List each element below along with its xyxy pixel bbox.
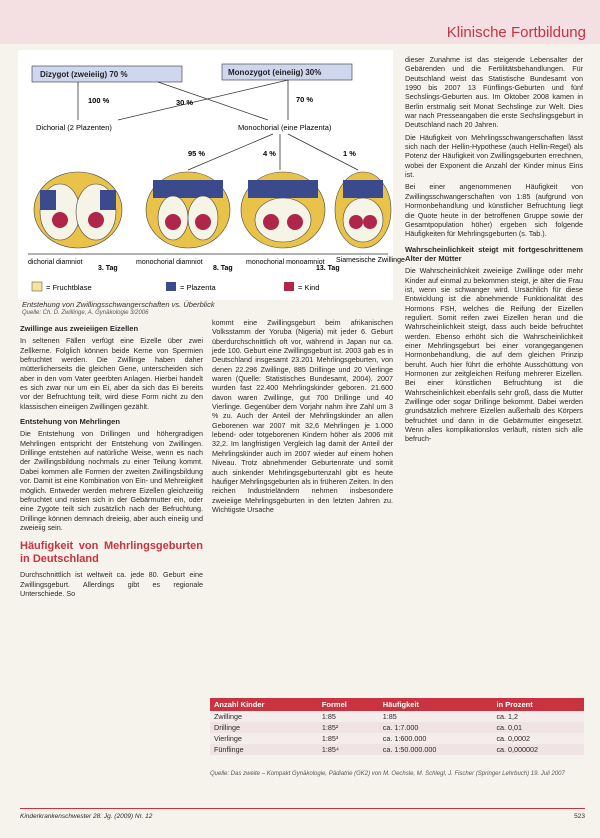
pct-95: 95 %	[188, 149, 206, 158]
monochorial-diamniot-diagram	[146, 172, 230, 248]
legend-swatch-plazenta	[166, 282, 176, 291]
table-cell: Vierlinge	[210, 733, 318, 744]
pct-70: 70 %	[296, 95, 314, 104]
monochorial-label: Monochorial (eine Plazenta)	[238, 123, 332, 132]
table-cell: ca. 0,000002	[492, 744, 584, 755]
table-row	[210, 744, 584, 755]
paragraph: kommt eine Zwillingsgeburt beim afrikanischen Volksstamm der Yoruba (Nigeria) mit jeder 6. Geburt überdurchschnittlich oft vor, während in Japan nur ca. jede 100. Geburt eine Zwillingsgeburt ist. 2003 gab es in Deutschland insgesamt 23.201 Mehrlingsgeburten, von denen 22.296 Zwillinge, 885 Drillinge und 20 Vierlinge waren (Quelle: Statistisches Bundesamt, 2004). 2007 wurden fast 22.400 Mehrlingskinder geboren. 21.600 davon waren Zwillinge, gut 700 Drillinge und 40 Vierlinge. Gegenüber dem Vorjahr nahm ihre Zahl um 3 % zu. Auch der Anteil der Mehrlingskinder an allen Geborenen war 2007 mit 32,6 Mehrlingen je 1.000 lebend- oder totgeborenen Kindern höher als 2006 mit 32,2. Im langfristigen Vergleich lag damit der Anteil der Mehrlingskinder auch im 2007 wieder auf einem hohen Niveau. Trotz abnehmender Geburtenrate und somit auch sinkender Mehrlingsgeburtenzahl gibt es heute häufiger Mehrlingsgeburten als in früheren Zeiten. In den reichen Industrieländern nehmen insbesondere zweieiige Mehrlingsgeburten in den letzten Jahren zu. Wichtigste Ursache	[212, 318, 393, 514]
table-cell: Fünflinge	[210, 744, 318, 755]
pct-30: 30 %	[176, 98, 194, 107]
dichorial-diamniot-diagram	[34, 172, 122, 248]
table-row	[210, 722, 584, 733]
legend-fruchtblase: = Fruchtblase	[46, 283, 92, 292]
twin-formation-figure	[18, 50, 405, 300]
dichorial-label: Dichorial (2 Plazenten)	[36, 123, 112, 132]
figure-source: Quelle: Ch. D. Zwillinge, A. Gynäkologie 3/2006	[22, 310, 149, 316]
pct-1: 1 %	[343, 149, 356, 158]
page-number: 523	[574, 813, 585, 820]
page-header	[0, 0, 600, 50]
column-2	[212, 318, 393, 517]
table-cell: ca. 1,2	[492, 711, 584, 722]
legend-plazenta: = Plazenta	[180, 283, 216, 292]
label-day-13: 13. Tag	[316, 265, 340, 272]
label-siamese: Siamesische Zwillinge	[336, 257, 405, 264]
table-cell: ca. 1:600.000	[379, 733, 493, 744]
pct-4: 4 %	[263, 149, 276, 158]
monochorial-monoamniot-diagram	[241, 172, 325, 248]
legend-swatch-kind	[284, 282, 294, 291]
dizygot-label: Dizygot (zweieiig) 70 %	[40, 70, 128, 79]
figure-caption: Entstehung von Zwillingsschwangerschaften vs. Überblick	[22, 300, 215, 309]
paragraph: Bei einer angenommenen Häufigkeit von Zwillingsschwangerschaften von 1:85 (aufgrund von Hormonbehandlung und künstlicher Befruchtung liegt die Quote heute in der betroffenen Gruppe sowie der Gesamtpopulation höher) ergeben sich folgende Häufigkeiten für Mehrlingsgeburten (s. Tab.).	[405, 182, 583, 239]
paragraph: Die Entstehung von Drillingen und höhergradigen Mehrlingen entspricht der Entstehung von Zwillingen. Drillinge entstehen auf natürliche Weise, wenn es nach der Zwillingsbildung nochmals zu einer Teilung kommt. Dabei kommen alle Formen der zweiten Zwillingsbildung vor. Damit ist eine Kombination von Ein- und Mehreiigkeit möglich. Entweder werden mehrere Eizellen gleichzeitig befruchtet und nisten sich in der Gebärmutter ein, oder eine Zygote teilt sich zusätzlich nach der Befruchtung. Drillinge können demnach dreieiig, aber auch eineiig und zweieiig sein.	[20, 429, 203, 532]
table-cell: 1:85³	[318, 733, 379, 744]
page-footer	[20, 808, 585, 825]
paragraph: Die Wahrscheinlichkeit zweieiige Zwillinge oder mehr Kinder auf einmal zu bekommen steigt, je älter die Frau ist, wenn sie schwanger wird. Ursächlich für diese Entwicklung ist die abnehmende Funktionalität des Hormons FSH, welches die Reifung der Eizellen reguliert. Somit reifen zwei Eizellen heran und die Wahrscheinlichkeit steigt, dass auch beide befruchtet werden. Ebenso erhöht sich die Wahrscheinlichkeit einer Mehrlingsgeburt bei einer vorangegangenen Hormonbehandlung, die auf dem gleichen Prinzip beruht. Auch hier führt die erhöhte Ausschüttung von Hormonen zur zeitgleichen Reifung mehrerer Eizellen. Bei einer künstlichen Befruchtung ist die Wahrscheinlichkeit ebenfalls sehr groß, dass die Mutter Zwillinge oder sogar Drillinge bekommt. Dabei werden grundsätzlich mehrere Eizellen außerhalb des Körpers befruchtet und dann in die Gebärmutter eingesetzt. Wenn alles komplikationslos verläuft, nisten sich alle befruch-	[405, 266, 583, 444]
table-cell: 1:85	[318, 711, 379, 722]
paragraph: In seltenen Fällen verfügt eine Eizelle über zwei Zellkerne. Folglich können beide Kerne von Spermien befruchtet werden. Die Zwillinge haben daher mütterlicherseits die gleichen Gene, unterscheiden sich aber in den vom Vater geerbten Anlagen. Hierbei handelt es sich zwar nur um ein Ei, aber da sich das Ei bereits vor der Befruchtung teilt, wird diese Form nicht zu den klassischen eineiigen Zwillingen gezählt.	[20, 336, 203, 411]
label-day-3: 3. Tag	[98, 265, 118, 272]
heading-mehrlinge: Entstehung von Mehrlingen	[20, 417, 120, 427]
column-3	[405, 55, 583, 447]
heading-wahrscheinlichkeit: Wahrscheinlichkeit steigt mit fortgeschrittenem Alter der Mütter	[405, 244, 583, 263]
table-header: Formel	[318, 698, 379, 711]
table-cell: ca. 1:50.000.000	[379, 744, 493, 755]
table-cell: 1:85²	[318, 722, 379, 733]
table-header: Häufigkeit	[379, 698, 493, 711]
twin-diagram	[18, 50, 405, 300]
headline-haeufigkeit: Häufigkeit von Mehrlingsgeburten in Deutschland	[20, 540, 203, 566]
heading-zweieiige: Zwillinge aus zweieiigen Eizellen	[20, 324, 139, 333]
siamese-twins-diagram	[335, 172, 391, 248]
table-cell: ca. 0,01	[492, 722, 584, 733]
table-cell: Drillinge	[210, 722, 318, 733]
arrow	[118, 80, 288, 120]
pct-100: 100 %	[88, 96, 110, 105]
section-title: Klinische Fortbildung	[446, 24, 586, 41]
column-1	[20, 318, 203, 601]
paragraph: Die Häufigkeit von Mehrlingsschwangerschaften lässt sich nach der Hellin-Hypothese (auch Hellin-Regel) als Potenz der Häufigkeit von Zwillingsgeburten errechnen, wobei der Exponent die Anzahl der Kinder minus Eins ist.	[405, 132, 583, 180]
arrow	[158, 82, 268, 120]
table-header: in Prozent	[492, 698, 584, 711]
table-source: Quelle: Das zweite – Kompakt Gynäkologie, Pädiatrie (GK2) von M. Oechsle, M. Schlegl, J. Fischer (Springer Lehrbuch) 19. Juli 2007	[210, 771, 565, 777]
table-cell: 1:85⁴	[318, 744, 379, 755]
table-cell: ca. 1:7.000	[379, 722, 493, 733]
label-monochorial-diamniot: monochorial diamniot	[136, 259, 203, 266]
table-cell: Zwillinge	[210, 711, 318, 722]
table-row	[210, 733, 584, 744]
label-dichorial-diamniot: dichorial diamniot	[28, 259, 83, 266]
table-cell: 1:85	[379, 711, 493, 722]
paragraph: dieser Zunahme ist das steigende Lebensalter der Gebärenden und die Fertilitätsbehandlungen. Für Deutschland weist das Statistische Bundesamt von 1990 bis 2007 13 Fünflings-Geburten und fünf Sechslings-Geburten aus. Im Oktober 2008 kamen in Berlin erstmalig seit Monat Sechslinge zur Welt. Dies war nach Presseangaben die erste Sechslingsgeburt in Deutschland nach 20 Jahren.	[405, 55, 583, 130]
journal-name: Kinderkrankenschwester 28. Jg. (2009) Nr. 12	[20, 813, 153, 820]
table-row	[210, 711, 584, 722]
frequency-table	[210, 698, 584, 755]
table-cell: ca. 0,0002	[492, 733, 584, 744]
monozygot-label: Monozygot (eineiig) 30%	[228, 68, 322, 77]
table-header: Anzahl Kinder	[210, 698, 318, 711]
label-monochorial-monoamniot: monochorial monoamniot	[246, 259, 325, 266]
label-day-8: 8. Tag	[213, 265, 233, 272]
legend-swatch-fruchtblase	[32, 282, 42, 291]
legend-kind: = Kind	[298, 283, 320, 292]
paragraph: Durchschnittlich ist weltweit ca. jede 80. Geburt eine Zwillingsgeburt. Allerdings gibt es regionale Unterschiede. So	[20, 570, 203, 598]
